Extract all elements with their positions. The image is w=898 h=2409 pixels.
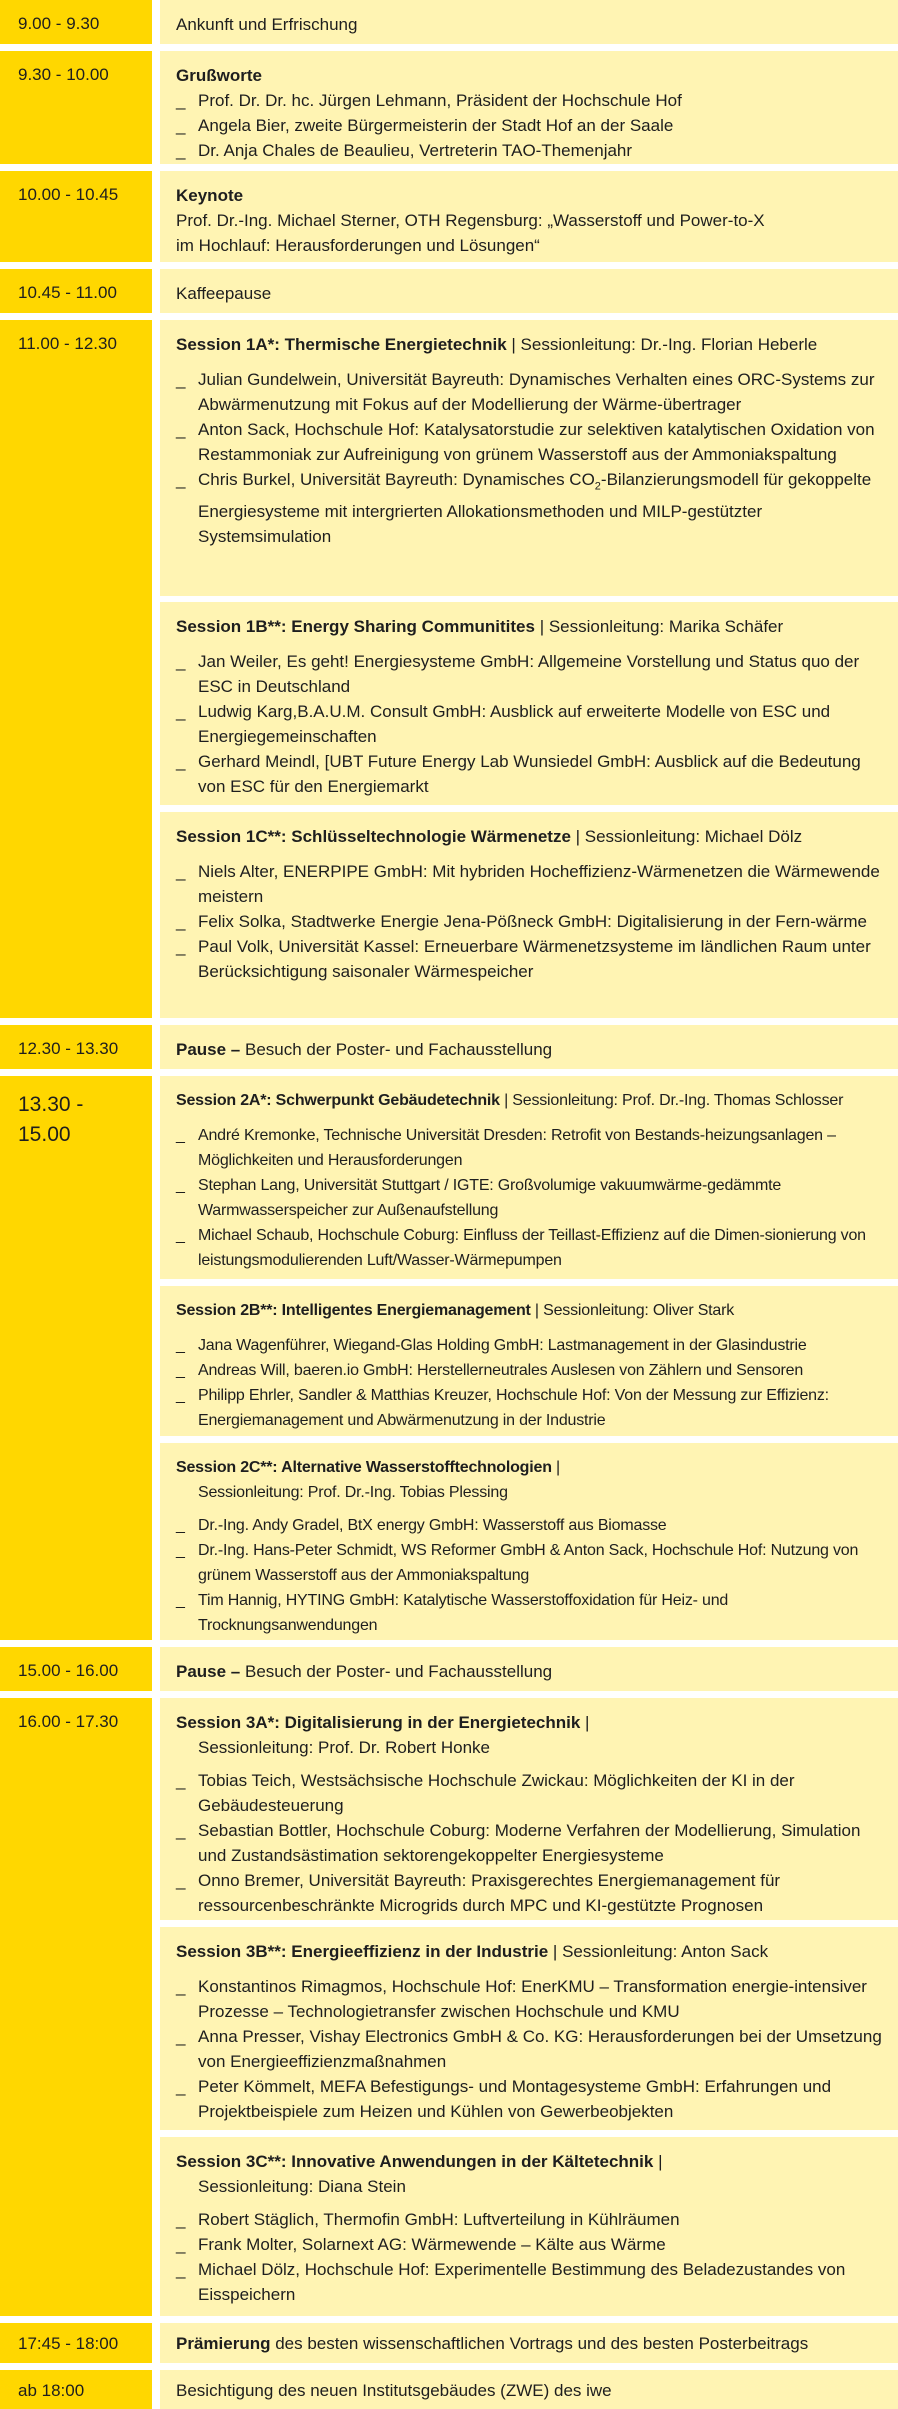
dash: _ <box>176 912 186 931</box>
list-item <box>176 1333 884 1358</box>
item-text: Michael Dölz, Hochschule Hof: Experimentelle Bestimmung des Beladezustandes von Eisspeichern <box>198 2260 846 2304</box>
session-title: Session 2C**: Alternative Wasserstofftechnologien <box>176 1459 552 1476</box>
list-item <box>176 113 884 138</box>
row-title: Keynote <box>176 186 244 205</box>
dash: _ <box>176 470 186 489</box>
dash: _ <box>176 116 186 135</box>
list-item <box>176 1868 884 1918</box>
session-lead: | <box>551 1459 560 1476</box>
row-keynote <box>0 171 898 262</box>
dash: _ <box>176 1177 185 1194</box>
item-text: Andreas Will, baeren.io GmbH: Herstellerneutrales Auslesen von Zählern und Sensoren <box>198 1362 804 1379</box>
list-item <box>176 934 884 984</box>
row-text: Kaffeepause <box>176 284 272 303</box>
dash: _ <box>176 1517 185 1534</box>
item-text: Anton Sack, Hochschule Hof: Katalysatorstudie zur selektiven katalytischen Oxidation von Restammoniak zur Aufreinigung von grünem Wasserstoff aus der Ammoniakspaltung <box>198 420 875 464</box>
session-3b <box>160 1927 898 2130</box>
item-text: Gerhard Meindl, [UBT Future Energy Lab Wunsiedel GmbH: Ausblick auf die Bedeutung von ESC für den Energiemarkt <box>198 752 861 796</box>
item-text: Paul Volk, Universität Kassel: Erneuerbare Wärmenetzsysteme im ländlichen Raum unter Berücksichtigung saisonaler Wärmespeicher <box>198 937 871 981</box>
list-item <box>176 1358 884 1383</box>
list-item <box>176 2257 884 2307</box>
session-3a <box>160 1698 898 1920</box>
time-cell: 16.00 - 17.30 <box>0 1698 152 2316</box>
session-lead: | Sessionleitung: Prof. Dr.-Ing. Thomas Schlosser <box>499 1092 844 1109</box>
list-item <box>176 1768 884 1818</box>
time-cell: 11.00 - 12.30 <box>0 320 152 1018</box>
row-title: Prämierung <box>176 2334 271 2353</box>
list-item <box>176 88 884 113</box>
session-title: Session 2A*: Schwerpunkt Gebäudetechnik <box>176 1092 500 1109</box>
dash: _ <box>176 420 186 439</box>
item-text: Dr.-Ing. Andy Gradel, BtX energy GmbH: Wasserstoff aus Biomasse <box>198 1517 667 1534</box>
dash: _ <box>176 2027 186 2046</box>
row-text: Besuch der Poster- und Fachausstellung <box>240 1040 553 1059</box>
content-cell <box>160 1647 898 1691</box>
item-text: Chris Burkel, Universität Bayreuth: Dynamisches CO <box>198 470 595 489</box>
dash: _ <box>176 2077 186 2096</box>
item-text: Niels Alter, ENERPIPE GmbH: Mit hybriden Hocheffizienz-Wärmenetzen die Wärmewende meistern <box>198 862 880 906</box>
item-text: Peter Kömmelt, MEFA Befestigungs- und Montagesysteme GmbH: Erfahrungen und Projektbeispiele zum Heizen und Kühlen von Gewerbeobjekten <box>198 2077 832 2121</box>
row-pause-2 <box>0 1647 898 1691</box>
time-cell: 15.00 - 16.00 <box>0 1647 152 1691</box>
item-text: Tobias Teich, Westsächsische Hochschule Zwickau: Möglichkeiten der KI in der Gebäudesteuerung <box>198 1771 795 1815</box>
session-lead: | Sessionleitung: Marika Schäfer <box>534 617 784 636</box>
time-cell: 9.00 - 9.30 <box>0 0 152 44</box>
list-item <box>176 1538 884 1588</box>
dash: _ <box>176 862 186 881</box>
list-item <box>176 2024 884 2074</box>
row-tour <box>0 2370 898 2409</box>
session-lead: | Sessionleitung: Michael Dölz <box>570 827 803 846</box>
list-item <box>176 859 884 909</box>
session-lead: | Sessionleitung: Anton Sack <box>548 1942 769 1961</box>
dash: _ <box>176 2235 186 2254</box>
list-item <box>176 367 884 417</box>
session-1b <box>160 602 898 805</box>
time-cell: ab 18:00 <box>0 2370 152 2409</box>
item-text: Robert Stäglich, Thermofin GmbH: Luftverteilung in Kühlräumen <box>198 2210 680 2229</box>
dash: _ <box>176 752 186 771</box>
content-cell <box>160 1025 898 1069</box>
content-cell <box>160 2370 898 2409</box>
item-text: Angela Bier, zweite Bürgermeisterin der Stadt Hof an der Saale <box>198 116 674 135</box>
session-title: Session 3A*: Digitalisierung in der Energietechnik <box>176 1713 581 1732</box>
session-title: Session 3C**: Innovative Anwendungen in der Kältetechnik <box>176 2152 654 2171</box>
row-text: Besichtigung des neuen Institutsgebäudes (ZWE) des iwe <box>176 2381 612 2400</box>
list-item <box>176 749 884 799</box>
item-text: Michael Schaub, Hochschule Coburg: Einfluss der Teillast-Effizienz auf die Dimen-sionierung von leistungsmodulierenden Luft/Wasser-Wärmepumpen <box>198 1227 866 1269</box>
subscript: 2 <box>594 480 601 493</box>
item-text: Jan Weiler, Es geht! Energiesysteme GmbH: Allgemeine Vorstellung und Status quo der ESC in Deutschland <box>198 652 860 696</box>
dash: _ <box>176 1592 185 1609</box>
row-pause-1 <box>0 1025 898 1069</box>
item-text: Tim Hannig, HYTING GmbH: Katalytische Wasserstoffoxidation für Heiz- und Trocknungsanwendungen <box>198 1592 729 1634</box>
session-lead: | <box>580 1713 590 1732</box>
session-3c <box>160 2137 898 2316</box>
content-cell <box>160 2323 898 2363</box>
list-item <box>176 1123 884 1173</box>
list-item <box>176 1173 884 1223</box>
session-2b <box>160 1286 898 1436</box>
dash: _ <box>176 1977 186 1996</box>
content-cell <box>160 51 898 164</box>
dash: _ <box>176 1127 185 1144</box>
session-lead: | Sessionleitung: Oliver Stark <box>530 1302 735 1319</box>
session-2c <box>160 1443 898 1640</box>
list-item <box>176 2074 884 2124</box>
item-text: Felix Solka, Stadtwerke Energie Jena-Pößneck GmbH: Digitalisierung in der Fern-wärme <box>198 912 867 931</box>
session-lead-line: Sessionleitung: Prof. Dr. Robert Honke <box>198 1738 490 1757</box>
list-item <box>176 1383 884 1433</box>
item-text: Julian Gundelwein, Universität Bayreuth: Dynamisches Verhalten eines ORC-Systems zur Abwärmenutzung mit Fokus auf der Modellierung der Wärme-übertrager <box>198 370 875 414</box>
list-item <box>176 417 884 467</box>
keynote-line: im Hochlauf: Herausforderungen und Lösungen“ <box>176 236 540 255</box>
item-text: Sebastian Bottler, Hochschule Coburg: Moderne Verfahren der Modellierung, Simulation und Zustandsästimation sektorengekoppelter Energiesysteme <box>198 1821 861 1865</box>
content-cell <box>160 269 898 313</box>
session-lead: | Sessionleitung: Dr.-Ing. Florian Heberle <box>506 335 818 354</box>
item-text: Ludwig Karg,B.A.U.M. Consult GmbH: Ausblick auf erweiterte Modelle von ESC und Energiegemeinschaften <box>198 702 831 746</box>
row-title: Pause – <box>176 1662 241 1681</box>
item-text: Frank Molter, Solarnext AG: Wärmewende – Kälte aus Wärme <box>198 2235 666 2254</box>
list-item <box>176 649 884 699</box>
item-text: -Bilanzierungsmodell für gekoppelte Energiesysteme mit intergrierten Allokationsmethoden und MILP-gestützter Systemsimulation <box>198 470 872 547</box>
dash: _ <box>176 91 186 110</box>
item-text: Dr. Anja Chales de Beaulieu, Vertreterin TAO-Themenjahr <box>198 141 633 160</box>
dash: _ <box>176 1227 185 1244</box>
session-title: Session 1C**: Schlüsseltechnologie Wärmenetze <box>176 827 571 846</box>
time-cell: 17:45 - 18:00 <box>0 2323 152 2363</box>
time-cell: 9.30 - 10.00 <box>0 51 152 164</box>
dash: _ <box>176 1362 185 1379</box>
item-text: Prof. Dr. Dr. hc. Jürgen Lehmann, Präsident der Hochschule Hof <box>198 91 682 110</box>
session-title: Session 2B**: Intelligentes Energiemanagement <box>176 1302 531 1319</box>
item-text: Anna Presser, Vishay Electronics GmbH & Co. KG: Herausforderungen bei der Umsetzung von Energieeffizienzmaßnahmen <box>198 2027 882 2071</box>
item-text: Philipp Ehrler, Sandler & Matthias Kreuzer, Hochschule Hof: Von der Messung zur Effizienz: Energiemanagement und Abwärmenutzung in der Industrie <box>198 1387 829 1429</box>
session-title: Session 3B**: Energieeffizienz in der Industrie <box>176 1942 549 1961</box>
row-text: des besten wissenschaftlichen Vortrags und des besten Posterbeitrags <box>270 2334 809 2353</box>
session-1a <box>160 320 898 596</box>
session-title: Session 1A*: Thermische Energietechnik <box>176 335 507 354</box>
session-title: Session 1B**: Energy Sharing Communitites <box>176 617 535 636</box>
row-text: Besuch der Poster- und Fachausstellung <box>240 1662 553 1681</box>
time-cell: 12.30 - 13.30 <box>0 1025 152 1069</box>
list-item <box>176 1974 884 2024</box>
row-award <box>0 2323 898 2363</box>
dash: _ <box>176 141 186 160</box>
list-item <box>176 1513 884 1538</box>
time-cell: 13.30 - 15.00 <box>0 1076 152 1640</box>
dash: _ <box>176 702 186 721</box>
item-text: Jana Wagenführer, Wiegand-Glas Holding GmbH: Lastmanagement in der Glasindustrie <box>198 1337 807 1354</box>
dash: _ <box>176 1337 185 1354</box>
session-2a <box>160 1076 898 1279</box>
dash: _ <box>176 1387 185 1404</box>
list-item <box>176 1223 884 1273</box>
item-text: Stephan Lang, Universität Stuttgart / IGTE: Großvolumige vakuumwärme-gedämmte Warmwasserspeicher zur Außenaufstellung <box>198 1177 782 1219</box>
time-cell: 10.00 - 10.45 <box>0 171 152 262</box>
row-title: Grußworte <box>176 66 262 85</box>
row-arrival <box>0 0 898 44</box>
item-text: Dr.-Ing. Hans-Peter Schmidt, WS Reformer GmbH & Anton Sack, Hochschule Hof: Nutzung von grünem Wasserstoff aus der Ammoniakspaltung <box>198 1542 859 1584</box>
row-welcome <box>0 51 898 164</box>
session-1c <box>160 812 898 1018</box>
dash: _ <box>176 1871 186 1890</box>
dash: _ <box>176 1771 186 1790</box>
list-item <box>176 909 884 934</box>
dash: _ <box>176 370 186 389</box>
dash: _ <box>176 937 186 956</box>
list-item <box>176 1588 884 1638</box>
content-cell <box>160 0 898 44</box>
row-title: Pause – <box>176 1040 241 1059</box>
content-cell <box>160 171 898 262</box>
dash: _ <box>176 1821 186 1840</box>
list-item <box>176 2207 884 2232</box>
item-text: Onno Bremer, Universität Bayreuth: Praxisgerechtes Energiemanagement für ressourcenbeschränkte Microgrids durch MPC und KI-gestützte Prognosen <box>198 1871 781 1915</box>
item-text: Konstantinos Rimagmos, Hochschule Hof: EnerKMU – Transformation energie-intensiver Prozesse – Technologietransfer zwischen Hochschule und KMU <box>198 1977 867 2021</box>
item-text: André Kremonke, Technische Universität Dresden: Retrofit von Bestands-heizungsanlagen – Möglichkeiten und Herausforderungen <box>198 1127 836 1169</box>
session-lead-line: Sessionleitung: Diana Stein <box>198 2177 406 2196</box>
dash: _ <box>176 652 186 671</box>
dash: _ <box>176 1542 185 1559</box>
time-cell: 10.45 - 11.00 <box>0 269 152 313</box>
dash: _ <box>176 2260 186 2279</box>
list-item <box>176 1818 884 1868</box>
list-item <box>176 467 884 549</box>
dash: _ <box>176 2210 186 2229</box>
session-lead-line: Sessionleitung: Prof. Dr.-Ing. Tobias Plessing <box>198 1484 508 1501</box>
session-lead: | <box>653 2152 663 2171</box>
list-item <box>176 699 884 749</box>
row-coffee <box>0 269 898 313</box>
keynote-line: Prof. Dr.-Ing. Michael Sterner, OTH Regensburg: „Wasserstoff und Power-to-X <box>176 211 765 230</box>
list-item <box>176 2232 884 2257</box>
list-item <box>176 138 884 163</box>
row-text: Ankunft und Erfrischung <box>176 15 358 34</box>
